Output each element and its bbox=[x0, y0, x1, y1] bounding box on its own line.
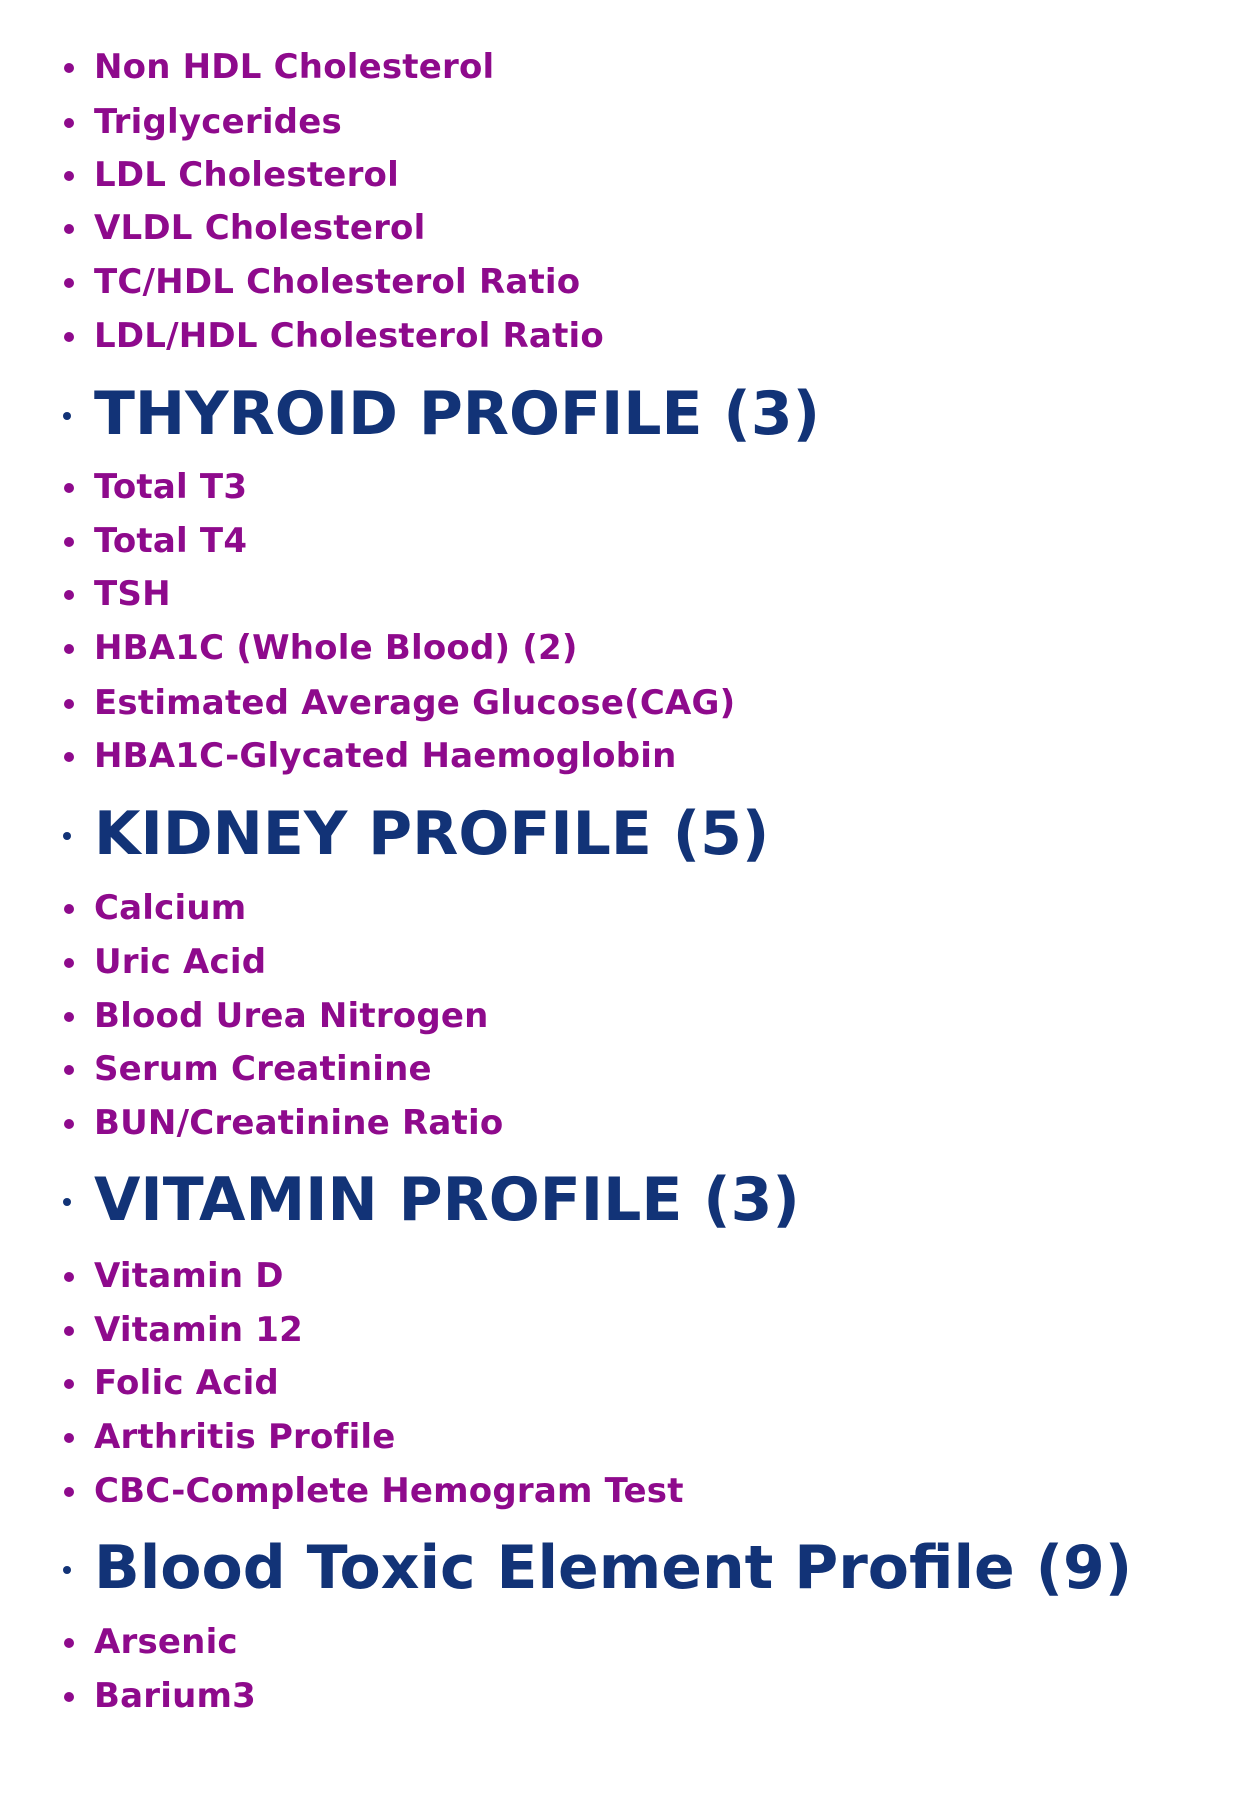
bullet-icon bbox=[63, 832, 71, 840]
list-item-arthritis-profile bbox=[0, 1417, 1253, 1457]
list-item-label: Barium3 bbox=[94, 1676, 256, 1716]
bullet-icon bbox=[64, 1326, 74, 1336]
bullet-icon bbox=[64, 1065, 74, 1075]
list-item-label: Serum Creatinine bbox=[94, 1049, 432, 1089]
bullet-icon bbox=[64, 332, 74, 342]
section-heading-thyroid-profile-3 bbox=[0, 379, 1253, 449]
list-item-triglycerides bbox=[0, 102, 1253, 142]
list-item-label: Arthritis Profile bbox=[94, 1417, 396, 1457]
section-heading-label: Blood Toxic Element Profile (9) bbox=[94, 1533, 1133, 1603]
bullet-icon bbox=[64, 904, 74, 914]
list-item-label: Blood Urea Nitrogen bbox=[94, 996, 489, 1036]
bullet-icon bbox=[64, 752, 74, 762]
list-item-label: HBA1C (Whole Blood) (2) bbox=[94, 628, 578, 668]
bullet-icon bbox=[64, 1012, 74, 1022]
list-item-total-t4 bbox=[0, 521, 1253, 561]
list-item-label: Calcium bbox=[94, 888, 247, 928]
section-heading-vitamin-profile-3 bbox=[0, 1165, 1253, 1235]
bullet-icon bbox=[64, 1638, 74, 1648]
list-item-label: CBC-Complete Hemogram Test bbox=[94, 1471, 684, 1511]
list-item-hba1c-glycated-haemoglobin bbox=[0, 736, 1253, 776]
list-item-ldl-hdl-cholesterol-ratio bbox=[0, 316, 1253, 356]
bullet-icon bbox=[64, 590, 74, 600]
list-item-calcium bbox=[0, 888, 1253, 928]
bullet-icon bbox=[64, 699, 74, 709]
list-item-label: LDL/HDL Cholesterol Ratio bbox=[94, 316, 604, 356]
list-item-serum-creatinine bbox=[0, 1049, 1253, 1089]
bullet-icon bbox=[64, 278, 74, 288]
list-item-folic-acid bbox=[0, 1363, 1253, 1403]
list-item-uric-acid bbox=[0, 942, 1253, 982]
section-heading-label: VITAMIN PROFILE (3) bbox=[94, 1165, 800, 1235]
bullet-icon bbox=[64, 1433, 74, 1443]
list-item-label: Uric Acid bbox=[94, 942, 267, 982]
bullet-icon bbox=[63, 1198, 71, 1206]
list-item-label: Vitamin 12 bbox=[94, 1310, 304, 1350]
list-item-bun-creatinine-ratio bbox=[0, 1103, 1253, 1143]
list-item-estimated-average-glucose-cag bbox=[0, 683, 1253, 723]
bullet-icon bbox=[64, 224, 74, 234]
list-item-label: Triglycerides bbox=[94, 102, 342, 142]
bullet-icon bbox=[64, 958, 74, 968]
bullet-icon bbox=[64, 1272, 74, 1282]
list-item-label: VLDL Cholesterol bbox=[94, 208, 426, 248]
bullet-icon bbox=[64, 1379, 74, 1389]
list-item-label: BUN/Creatinine Ratio bbox=[94, 1103, 504, 1143]
bullet-icon bbox=[64, 1487, 74, 1497]
list-item-arsenic bbox=[0, 1622, 1253, 1662]
list-item-label: TC/HDL Cholesterol Ratio bbox=[94, 262, 581, 302]
bullet-icon bbox=[63, 412, 71, 420]
list-item-total-t3 bbox=[0, 467, 1253, 507]
list-item-non-hdl-cholesterol bbox=[0, 47, 1253, 87]
list-item-label: Vitamin D bbox=[94, 1256, 284, 1296]
list-item-tc-hdl-cholesterol-ratio bbox=[0, 262, 1253, 302]
bullet-icon bbox=[63, 1566, 71, 1574]
list-item-label: Estimated Average Glucose(CAG) bbox=[94, 683, 736, 723]
list-item-label: Non HDL Cholesterol bbox=[94, 47, 495, 87]
bullet-icon bbox=[64, 1692, 74, 1702]
section-heading-kidney-profile-5 bbox=[0, 799, 1253, 869]
list-item-label: Folic Acid bbox=[94, 1363, 279, 1403]
section-heading-blood-toxic-element-profile-9 bbox=[0, 1533, 1253, 1603]
list-item-ldl-cholesterol bbox=[0, 155, 1253, 195]
list-item-label: Total T4 bbox=[94, 521, 248, 561]
list-item-vitamin-12 bbox=[0, 1310, 1253, 1350]
list-item-tsh bbox=[0, 574, 1253, 614]
list-item-label: Arsenic bbox=[94, 1622, 238, 1662]
list-item-vldl-cholesterol bbox=[0, 208, 1253, 248]
bullet-icon bbox=[64, 537, 74, 547]
section-heading-label: THYROID PROFILE (3) bbox=[94, 379, 821, 449]
bullet-icon bbox=[64, 171, 74, 181]
bullet-icon bbox=[64, 644, 74, 654]
list-item-label: TSH bbox=[94, 574, 171, 614]
list-item-vitamin-d bbox=[0, 1256, 1253, 1296]
list-item-label: Total T3 bbox=[94, 467, 248, 507]
list-item-cbc-complete-hemogram-test bbox=[0, 1471, 1253, 1511]
section-heading-label: KIDNEY PROFILE (5) bbox=[94, 799, 770, 869]
list-item-label: LDL Cholesterol bbox=[94, 155, 399, 195]
list-item-label: HBA1C-Glycated Haemoglobin bbox=[94, 736, 677, 776]
bullet-icon bbox=[64, 483, 74, 493]
bullet-icon bbox=[64, 1119, 74, 1129]
list-item-blood-urea-nitrogen bbox=[0, 996, 1253, 1036]
bullet-icon bbox=[64, 118, 74, 128]
bullet-icon bbox=[64, 63, 74, 73]
list-item-barium3 bbox=[0, 1676, 1253, 1716]
list-item-hba1c-whole-blood-2 bbox=[0, 628, 1253, 668]
